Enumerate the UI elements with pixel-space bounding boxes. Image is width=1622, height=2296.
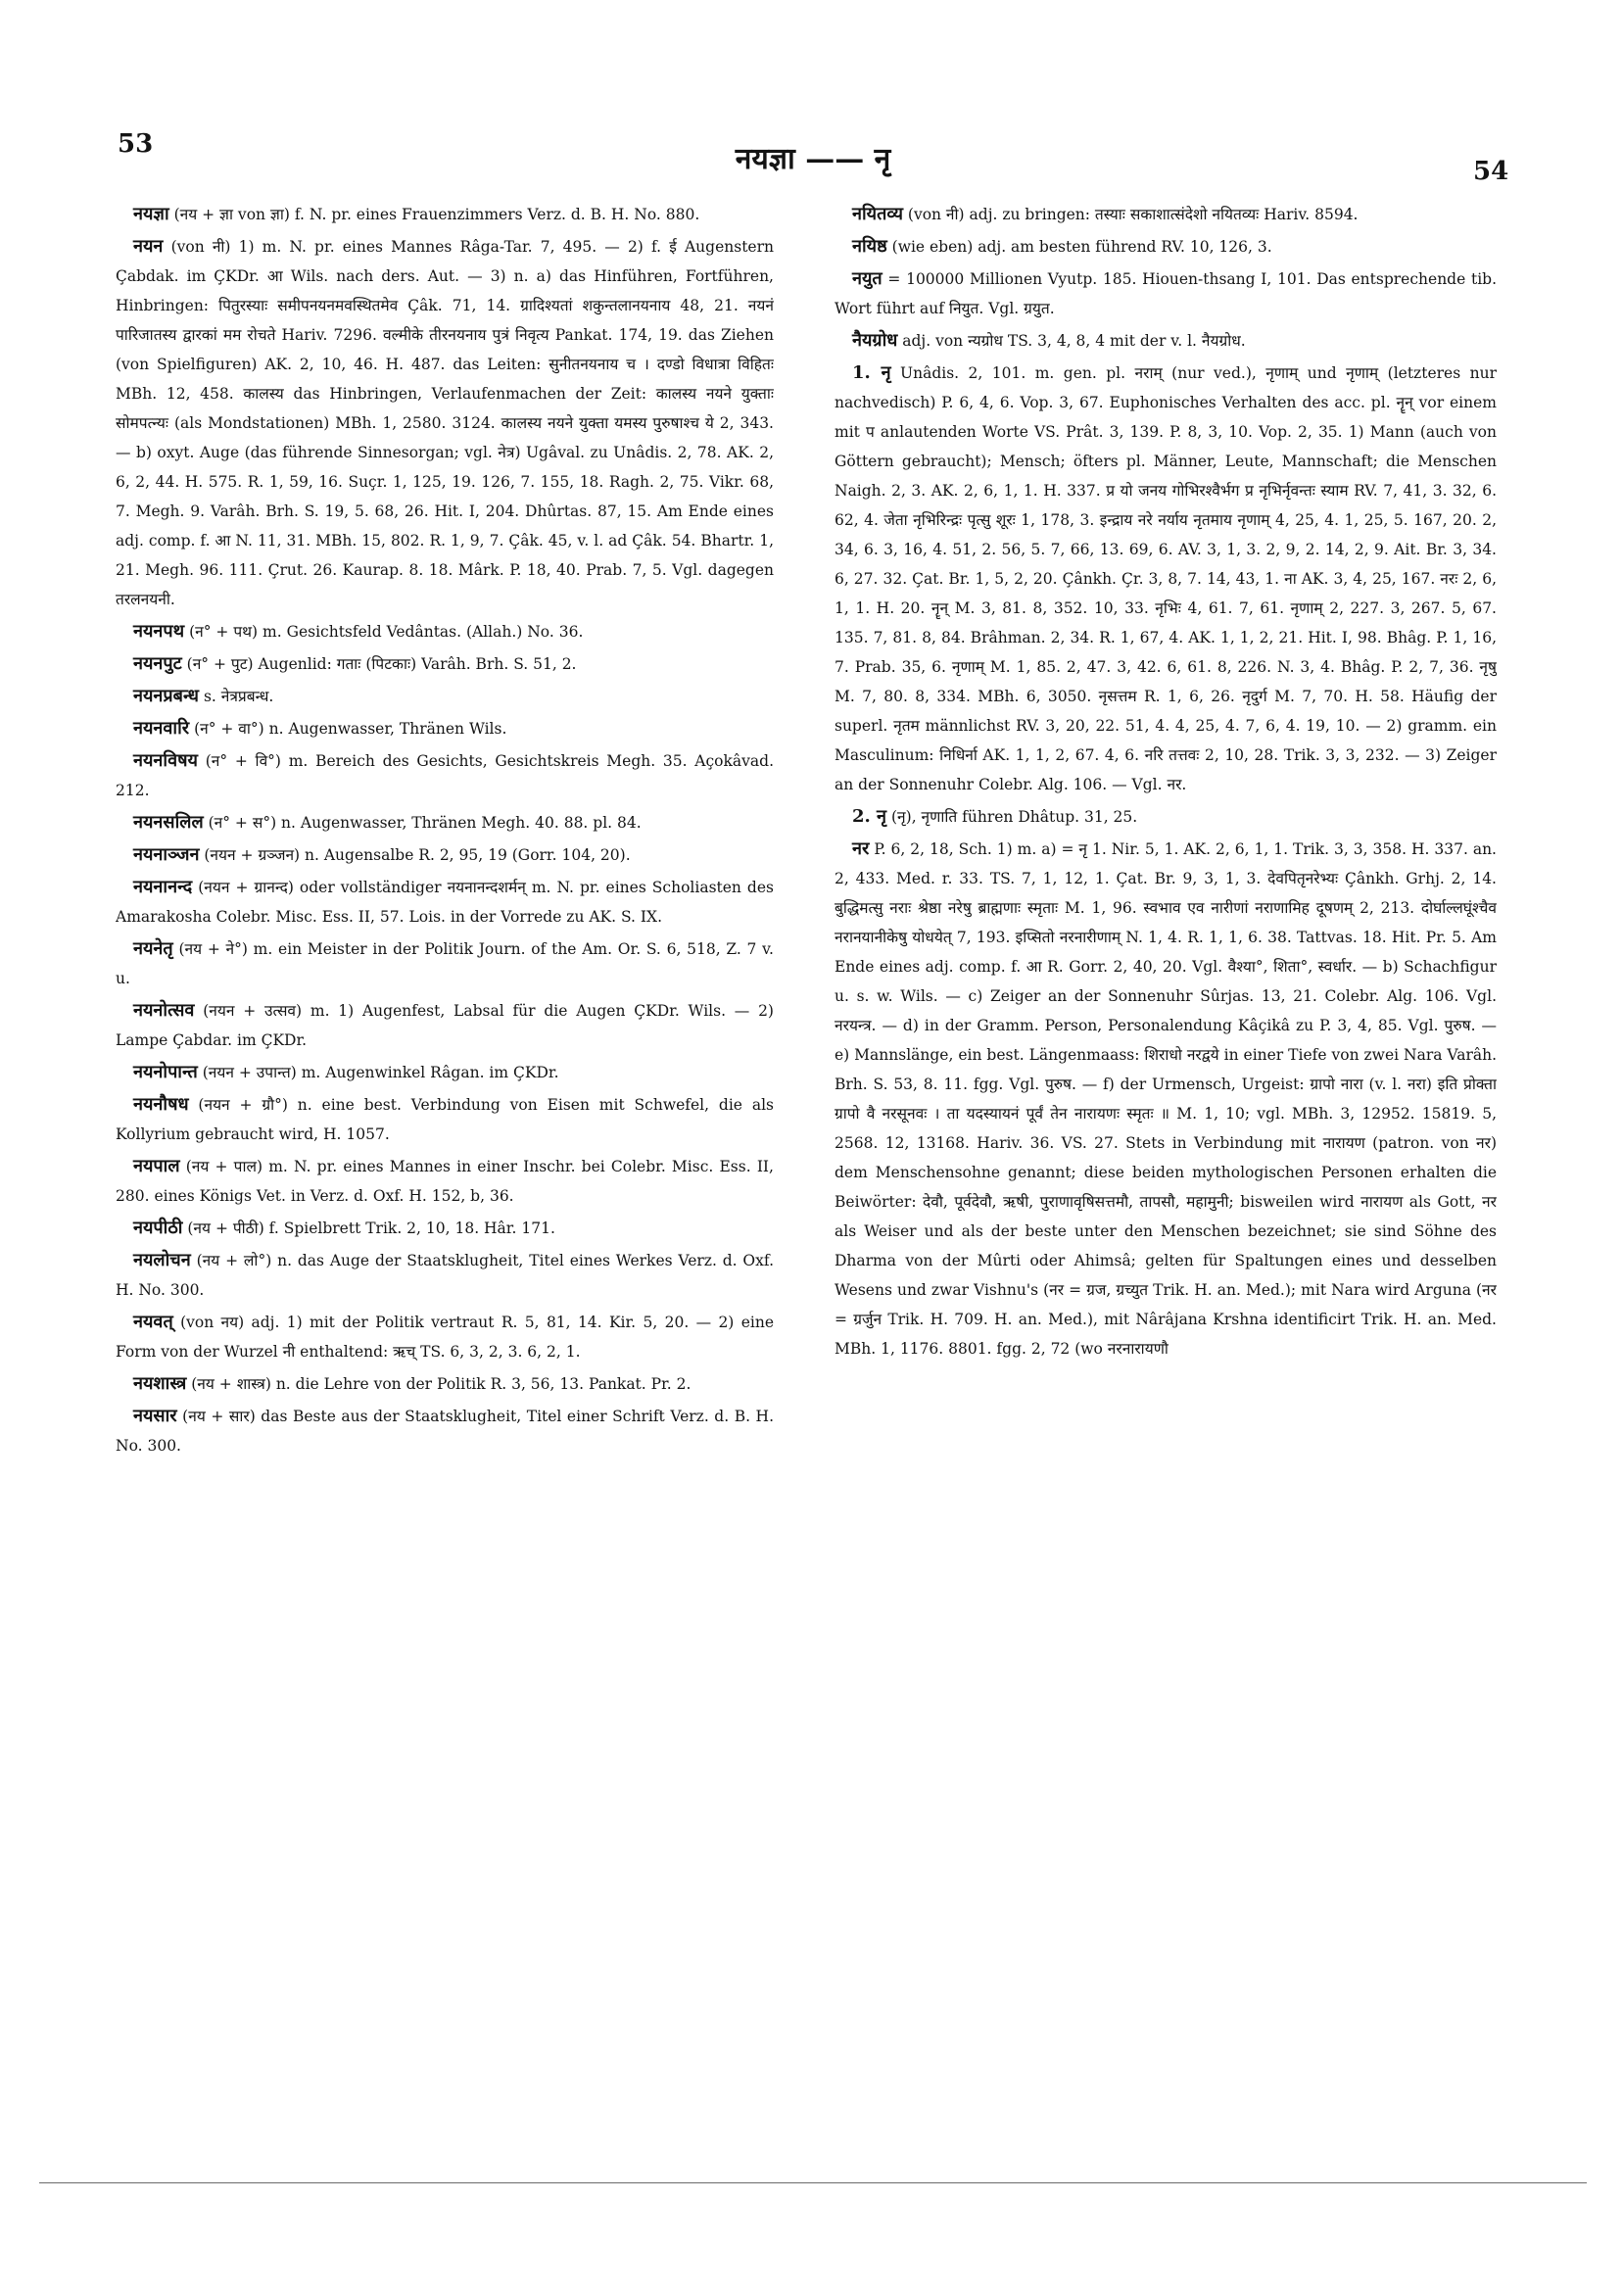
entry-text: (von नी) adj. zu bringen: तस्याः सकाशात्संदेशो नयितव्यः Hariv. 8594.: [907, 206, 1359, 223]
entry-headword: नयनानन्द: [133, 877, 193, 897]
dictionary-entry: [835, 835, 1497, 1363]
dictionary-entry: [116, 934, 774, 993]
dictionary-entry: [835, 802, 1497, 832]
entry-headword: नयनप्रबन्ध: [133, 686, 199, 706]
entry-text: (von नी) 1) m. N. pr. eines Mannes Râga-Tar. 7, 495. — 2) f. ई Augenstern Çabdak. im ÇKDr. आ Wils. nach ders. Aut. — 3) n. a) das Hinführen, Fortführen, Hinbringen: पितुरस्याः समीपनयनमवस्थितमेव Çâk. 71, 14. ग्रादिश्यतां शकुन्तलानयनाय 48, 21. नयनं पारिजातस्य द्वारकां मम रोचते Hariv. 7296. वल्मीके तीरनयनाय पुत्रं निवृत्य Pankat. 174, 19. das Ziehen (von Spielfiguren) AK. 2, 10, 46. H. 487. das Leiten: सुनीतनयनाय च । दण्डो विधात्रा विहितः MBh. 12, 458. कालस्य das Hinbringen, Verlaufenmachen der Zeit: कालस्य नयने युक्ताः सोमपत्न्यः (als Mondstationen) MBh. 1, 2580. 3124. कालस्य नयने युक्ता यमस्य पुरुषाश्च ये 2, 343. — b) oxyt. Auge (das führende Sinnesorgan; vgl. नेत्र) Ugâval. zu Unâdis. 2, 78. AK. 2, 6, 2, 44. H. 575. R. 1, 59, 16. Suçr. 1, 125, 19. 126, 7. 155, 18. Ragh. 2, 75. Vikr. 68, 7. Megh. 9. Varâh. Brh. S. 19, 5. 68, 26. Hit. I, 204. Dhûrtas. 87, 15. Am Ende eines adj. comp. f. आ N. 11, 31. MBh. 15, 802. R. 1, 9, 7. Çâk. 45, v. l. ad Çâk. 54. Bhartr. 1, 21. Megh. 96. 111. Çrut. 26. Kaurap. 8. 18. Mârk. P. 18, 40. Prab. 7, 5. Vgl. dagegen तरलनयनी.: [116, 238, 774, 608]
dictionary-entry: [116, 1152, 774, 1211]
entry-text: s. नेत्रप्रबन्ध.: [203, 688, 274, 705]
entry-headword: नर: [852, 838, 870, 859]
entry-headword: नयनपुट: [133, 653, 182, 674]
entry-headword: नयलोचन: [133, 1250, 191, 1270]
entry-headword: 1. नृ: [852, 362, 891, 383]
left-page-number: 53: [118, 129, 154, 159]
entry-headword: नयितव्य: [852, 204, 903, 224]
entry-text: Unâdis. 2, 101. m. gen. pl. नराम् (nur ved.), नृणाम् und नृणाम् (letzteres nur nachvedisch) P. 6, 4, 6. Vop. 3, 67. Euphonisches Verhalten des acc. pl. नॄन् vor einem mit प anlautenden Worte VS. Prât. 3, 139. P. 8, 3, 10. Vop. 2, 35. 1) Mann (auch von Göttern gebraucht); Mensch; öfters pl. Männer, Leute, Mannschaft; die Menschen Naigh. 2, 3. AK. 2, 6, 1, 1. H. 337. प्र यो जनय गोभिरश्वैर्भग प्र नृभिर्नृवन्तः स्याम RV. 7, 41, 3. 32, 6. 62, 4. जेता नृभिरिन्द्रः पृत्सु शूरः 1, 178, 3. इन्द्राय नरे नर्याय नृतमाय नृणाम् 4, 25, 4. 1, 25, 5. 167, 20. 2, 34, 6. 3, 16, 4. 51, 2. 56, 5. 7, 66, 13. 69, 6. AV. 3, 1, 3. 2, 9, 2. 14, 2, 9. Ait. Br. 3, 34. 6, 27. 32. Çat. Br. 1, 5, 2, 20. Çânkh. Çr. 3, 8, 7. 14, 43, 1. ना AK. 3, 4, 25, 167. नरः 2, 6, 1, 1. H. 20. नॄन् M. 3, 81. 8, 352. 10, 33. नृभिः 4, 61. 7, 61. नृणाम् 2, 227. 3, 267. 5, 67. 135. 7, 81. 8, 84. Brâhman. 2, 34. R. 1, 67, 4. AK. 1, 1, 2, 21. Hit. I, 98. Bhâg. P. 1, 16, 7. Prab. 35, 6. नृणाम् M. 1, 85. 2, 47. 3, 42. 6, 61. 8, 226. N. 3, 4. Bhâg. P. 2, 7, 36. नृषु M. 7, 80. 8, 334. MBh. 6, 3050. नृसत्तम R. 1, 6, 26. नृदुर्ग M. 7, 70. H. 58. Häufig der superl. नृतम männlichst RV. 3, 20, 22. 51, 4. 4, 25, 4. 7, 6, 4. 19, 10. — 2) gramm. ein Masculinum: निधिर्ना AK. 1, 1, 2, 67. 4, 6. नरि तत्तवः 2, 10, 28. Trik. 3, 3, 232. — 3) Zeiger an der Sonnenuhr Colebr. Alg. 106. — Vgl. नर.: [835, 364, 1497, 793]
entry-headword: नयनौषध: [133, 1094, 189, 1115]
entry-text: P. 6, 2, 18, Sch. 1) m. a) = नृ 1. Nir. 5, 1. AK. 2, 6, 1, 1. Trik. 3, 3, 358. H. 337. an. 2, 433. Med. r. 33. TS. 7, 1, 12, 1. Çat. Br. 9, 3, 1, 3. देवपितृनरेभ्यः Çânkh. Grhj. 2, 14. बुद्धिमत्सु नराः श्रेष्ठा नरेषु ब्राह्मणाः स्मृताः M. 1, 96. स्वभाव एव नारीणां नराणामिह दूषणम् 2, 213. दोर्घाल्लघूंश्चैव नरानयानीकेषु योधयेत् 7, 193. इप्सितो नरनारीणाम् N. 1, 4. R. 1, 1, 6. 38. Tattvas. 18. Hit. Pr. 5. Am Ende eines adj. comp. f. आ R. Gorr. 2, 40, 20. Vgl. वैश्या°, शिता°, स्वर्धार. — b) Schachfigur u. s. w. Wils. — c) Zeiger an der Sonnenuhr Sûrjas. 13, 21. Colebr. Alg. 106. Vgl. नरयन्त्र. — d) in der Gramm. Person, Personalendung Kâçikâ zu P. 3, 4, 85. Vgl. पुरुष. — e) Mannslänge, ein best. Längenmaass: शिराधो नरद्वये in einer Tiefe von zwei Nara Varâh. Brh. S. 53, 8. 11. fgg. Vgl. पुरुष. — f) der Urmensch, Urgeist: ग्रापो नारा (v. l. नरा) इति प्रोक्ता ग्रापो वै नरसूनवः । ता यदस्यायनं पूर्वं तेन नारायणः स्मृतः ॥ M. 1, 10; vgl. MBh. 3, 12952. 15819. 5, 2568. 12, 13168. Hariv. 36. VS. 27. Stets in Verbindung mit नारायण (patron. von नर) dem Menschensohne genannt; diese beiden mythologischen Personen erhalten die Beiwörter: देवौ, पूर्वदेवौ, ऋषी, पुराणावृषिसत्तमौ, तापसौ, महामुनी; bisweilen wird नारायण als Gott, नर als Weiser und als der beste unter den Menschen bezeichnet; sie sind Söhne des Dharma von der Mûrti oder Ahimsâ; gelten für Spaltungen eines und desselben Wesens und zwar Vishnu's (नर = ग्रज, ग्रच्युत Trik. H. an. Med.); mit Nara wird Arguna (नर = ग्रर्जुन Trik. H. 709. H. an. Med.), mit Nârâjana Krshna identificirt Trik. H. an. Med. MBh. 1, 1176. 8801. fgg. 2, 72 (wo नरनारायणौ: [835, 840, 1497, 1358]
dictionary-entry: [116, 200, 774, 229]
entry-text: (नय + शास्त्र) n. die Lehre von der Politik R. 3, 56, 13. Pankat. Pr. 2.: [191, 1375, 692, 1393]
dictionary-entry: [116, 808, 774, 837]
right-column: [835, 200, 1497, 2178]
entry-headword: नयज्ञा: [133, 204, 169, 224]
entry-text: (नय + ज्ञा von ज्ञा) f. N. pr. eines Frauenzimmers Verz. d. B. H. No. 880.: [173, 206, 700, 223]
entry-text: (नयन + उत्सव) m. 1) Augenfest, Labsal für die Augen ÇKDr. Wils. — 2) Lampe Çabdar. im ÇKDr.: [116, 1002, 774, 1049]
dictionary-entry: [116, 746, 774, 805]
entry-text: (नय + सार) das Beste aus der Staatsklugheit, Titel einer Schrift Verz. d. B. H. No. 300.: [116, 1408, 774, 1455]
entry-text: (नयन + ग्रञ्जन) n. Augensalbe R. 2, 95, 19 (Gorr. 104, 20).: [204, 846, 631, 864]
entry-headword: नयिष्ठ: [852, 236, 887, 257]
entry-headword: नैयग्रोध: [852, 330, 898, 351]
entry-headword: नयपाल: [133, 1156, 180, 1176]
entry-text: (नय + लो°) n. das Auge der Staatsklugheit, Titel eines Werkes Verz. d. Oxf. H. No. 300.: [116, 1252, 774, 1299]
dictionary-entry: [116, 1058, 774, 1087]
dictionary-entry: [116, 1308, 774, 1366]
right-page-number: 54: [1473, 157, 1509, 186]
entry-headword: नयनोत्सव: [133, 1000, 195, 1021]
entry-text: (wie eben) adj. am besten führend RV. 10, 126, 3.: [891, 238, 1272, 256]
entry-headword: नयन: [133, 236, 164, 257]
entry-text: (न° + वा°) n. Augenwasser, Thränen Wils.: [194, 720, 507, 738]
entry-headword: नयनोपान्त: [133, 1062, 198, 1082]
entry-text: (नयन + उपान्त) m. Augenwinkel Râgan. im ÇKDr.: [202, 1064, 559, 1081]
dictionary-entry: [116, 1214, 774, 1243]
entry-headword: नयुत: [852, 268, 883, 289]
dictionary-entry: [116, 840, 774, 870]
dictionary-entry: [116, 649, 774, 679]
entry-headword: नयनविषय: [133, 750, 198, 771]
dictionary-entry: [116, 873, 774, 932]
entry-headword: नयनसलिल: [133, 812, 204, 833]
entry-headword: 2. नृ: [852, 806, 887, 827]
entry-headword: नयवत्: [133, 1312, 173, 1332]
running-head: नयज्ञा —— नृ: [735, 142, 891, 176]
entry-text: adj. von न्यग्रोध TS. 3, 4, 8, 4 mit der v. l. नैयग्रोध.: [902, 332, 1246, 350]
entry-text: (न° + वि°) m. Bereich des Gesichts, Gesichtskreis Megh. 35. Açokâvad. 212.: [116, 752, 774, 799]
entry-headword: नयशास्त्र: [133, 1373, 187, 1394]
dictionary-entry: [116, 1090, 774, 1149]
left-column: [116, 200, 774, 2178]
entry-text: (नयन + ग्रानन्द) oder vollständiger नयनानन्दशर्मन् m. N. pr. eines Scholiasten des Amarakosha Colebr. Misc. Ess. II, 57. Lois. in der Vorrede zu AK. S. IX.: [116, 879, 774, 926]
entry-text: (नय + पीठी) f. Spielbrett Trik. 2, 10, 18. Hâr. 171.: [187, 1220, 555, 1237]
dictionary-entry: [835, 200, 1497, 229]
entry-text: (नय + पाल) m. N. pr. eines Mannes in einer Inschr. bei Colebr. Misc. Ess. II, 280. eines Königs Vet. in Verz. d. Oxf. H. 152, b, 36.: [116, 1158, 774, 1205]
dictionary-entry: [835, 326, 1497, 356]
footer-rule: [39, 2182, 1587, 2183]
entry-text: (न° + पुट) Augenlid: गताः (पिटकाः) Varâh. Brh. S. 51, 2.: [186, 655, 577, 673]
entry-headword: नयनेतृ: [133, 938, 173, 959]
entry-text: (नय + ने°) m. ein Meister in der Politik Journ. of the Am. Or. S. 6, 518, Z. 7 v. u.: [116, 940, 774, 987]
dictionary-entry: [116, 682, 774, 711]
entry-headword: नयसार: [133, 1406, 177, 1426]
dictionary-entry: [116, 996, 774, 1055]
dictionary-entry: [835, 359, 1497, 799]
dictionary-entry: [116, 1246, 774, 1305]
dictionary-entry: [835, 264, 1497, 323]
entry-text: = 100000 Millionen Vyutp. 185. Hiouen-thsang I, 101. Das entsprechende tib. Wort führt auf नियुत. Vgl. ग्रयुत.: [835, 270, 1497, 317]
entry-headword: नयनाञ्जन: [133, 844, 200, 865]
entry-headword: नयनपथ: [133, 621, 185, 642]
dictionary-entry: [116, 617, 774, 646]
entry-text: (नयन + ग्रौ°) n. eine best. Verbindung von Eisen mit Schwefel, die als Kollyrium gebraucht wird, H. 1057.: [116, 1096, 774, 1143]
entry-text: (न° + पथ) m. Gesichtsfeld Vedântas. (Allah.) No. 36.: [189, 623, 584, 641]
entry-text: (न° + स°) n. Augenwasser, Thränen Megh. 40. 88. pl. 84.: [208, 814, 642, 832]
dictionary-entry: [116, 1402, 774, 1460]
dictionary-entry: [116, 714, 774, 743]
entry-headword: नयनवारि: [133, 718, 190, 739]
dictionary-entry: [116, 1369, 774, 1399]
entry-text: (नृ), नृणाति führen Dhâtup. 31, 25.: [891, 808, 1138, 826]
entry-headword: नयपीठी: [133, 1218, 183, 1238]
entry-text: (von नय) adj. 1) mit der Politik vertraut R. 5, 81, 14. Kir. 5, 20. — 2) eine Form von der Wurzel नी enthaltend: ऋच् TS. 6, 3, 2, 3. 6, 2, 1.: [116, 1314, 774, 1361]
dictionary-entry: [835, 232, 1497, 262]
dictionary-entry: [116, 232, 774, 614]
